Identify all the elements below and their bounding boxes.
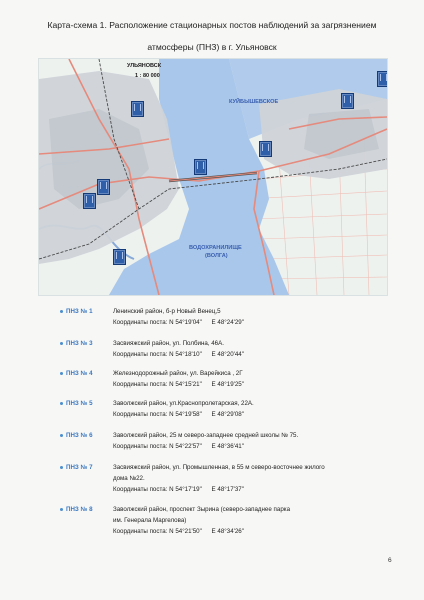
post-coordinates: Координаты поста: N 54°19'04" E 48°24'29"	[113, 319, 244, 326]
post-coordinates: Координаты поста: N 54°19'58" E 48°29'08"	[113, 411, 244, 418]
city-map	[38, 58, 388, 296]
page-title	[28, 14, 396, 58]
post-number: ПНЗ № 4	[66, 370, 93, 377]
post-number: ПНЗ № 7	[66, 464, 93, 471]
post-coordinates: Координаты поста: N 54°17'19" E 48°17'37"	[113, 486, 244, 493]
post-marker-icon	[377, 71, 388, 87]
post-address: Заволжский район, ул.Краснопролетарская, 22А.	[113, 400, 254, 407]
map-reservoir-label: ВОДОХРАНИЛИЩЕ	[189, 245, 242, 251]
map-volga-label: (ВОЛГА)	[205, 253, 228, 259]
post-address: Заволжский район, 25 м северо-западнее средней школы № 75.	[113, 432, 299, 439]
map-graphic	[39, 59, 387, 295]
post-number: ПНЗ № 6	[66, 432, 93, 439]
post-number: ПНЗ № 3	[66, 340, 93, 347]
bullet-icon	[60, 342, 63, 345]
post-marker-icon	[194, 159, 207, 175]
post-coordinates: Координаты поста: N 54°21'50" E 48°34'26"	[113, 528, 244, 535]
map-scale-label: 1 : 80 000	[135, 73, 160, 79]
bullet-icon	[60, 372, 63, 375]
post-address-cont: дома №22.	[113, 475, 145, 482]
post-coordinates: Координаты поста: N 54°18'10" E 48°20'44"	[113, 351, 244, 358]
post-coordinates: Координаты поста: N 54°15'21" E 48°19'25"	[113, 381, 244, 388]
post-marker-icon	[113, 249, 126, 265]
post-address: Засвияжский район, ул. Промышленная, в 55 м северо-восточнее жилого	[113, 464, 325, 471]
bullet-icon	[60, 402, 63, 405]
bullet-icon	[60, 310, 63, 313]
map-kuibyshev-label: КУЙБЫШЕВСКОЕ	[229, 99, 279, 105]
post-address: Ленинский район, б-р Новый Венец,5	[113, 308, 221, 315]
post-marker-icon	[97, 179, 110, 195]
post-number: ПНЗ № 8	[66, 506, 93, 513]
post-address: Заволжский район, проспект Зырина (северо-западнее парка	[113, 506, 291, 513]
post-coordinates: Координаты поста: N 54°22'57" E 48°36'41"	[113, 443, 244, 450]
page-number: 6	[388, 557, 392, 564]
post-number: ПНЗ № 1	[66, 308, 93, 315]
bullet-icon	[60, 466, 63, 469]
post-marker-icon	[131, 101, 144, 117]
post-number: ПНЗ № 5	[66, 400, 93, 407]
post-marker-icon	[259, 141, 272, 157]
title-line-2: атмосферы (ПНЗ) в г. Ульяновск	[147, 42, 277, 52]
post-marker-icon	[83, 193, 96, 209]
bullet-icon	[60, 508, 63, 511]
post-marker-icon	[341, 93, 354, 109]
post-address-cont: им. Генерала Маргелова)	[113, 517, 187, 524]
map-city-label: УЛЬЯНОВСК	[127, 63, 162, 69]
post-address: Железнодорожный район, ул. Варейкиса , 2Г	[113, 370, 243, 377]
title-line-1: Карта-схема 1. Расположение стационарных постов наблюдений за загрязнением	[47, 20, 377, 30]
bullet-icon	[60, 434, 63, 437]
post-address: Засвияжский район, ул. Полбина, 46А.	[113, 340, 224, 347]
